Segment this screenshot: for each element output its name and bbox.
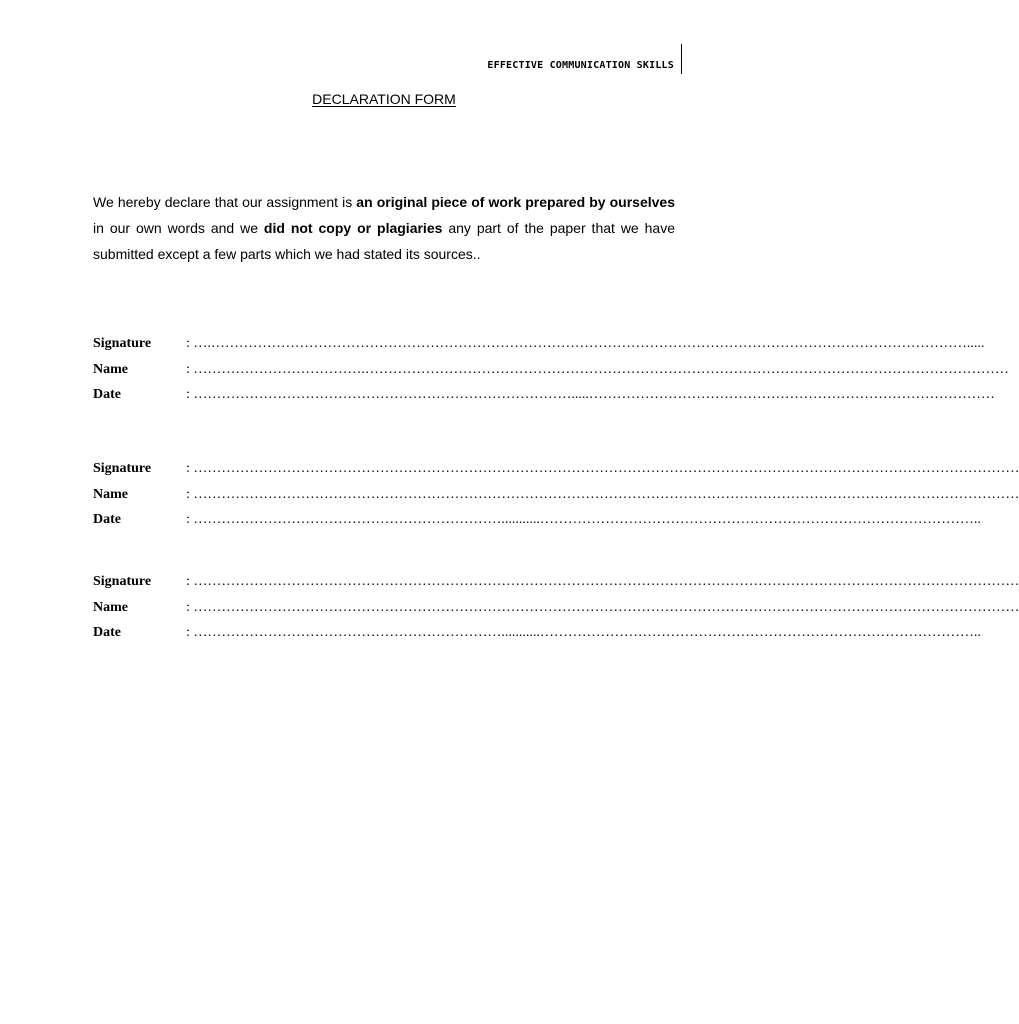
date-field[interactable]: : ……………………………………………………………………….....……………………………………………………………………………: [186, 387, 995, 402]
name-row: [93, 486, 1019, 513]
date-label: Date: [93, 625, 121, 640]
declaration-text-2: in our own words and we: [93, 220, 264, 236]
name-label: Name: [93, 599, 128, 615]
date-label: Date: [93, 387, 121, 402]
signature-field[interactable]: : ….……………………………………………………………………………………………………………………………………………….....: [186, 336, 985, 351]
name-field[interactable]: : ……………………………….…………………………………………………………………………………………………………………………: [186, 361, 1009, 377]
signature-row: [93, 461, 1019, 487]
date-row: [93, 512, 981, 538]
signature-row: [93, 336, 985, 362]
name-label: Name: [93, 486, 128, 502]
signature-label: Signature: [93, 461, 152, 476]
date-label: Date: [93, 512, 121, 527]
date-row: [93, 625, 981, 651]
name-row: [93, 599, 1019, 626]
name-row: [93, 361, 1009, 388]
declaration-paragraph: [93, 189, 675, 267]
signature-label: Signature: [93, 336, 152, 351]
page-title: DECLARATION FORM: [312, 91, 456, 107]
declaration-text-1: We hereby declare that our assignment is: [93, 194, 357, 210]
declaration-bold-2: did not copy or plagiaries: [263, 220, 443, 236]
signature-block-1: [93, 336, 1009, 413]
signature-block-3: [93, 574, 1019, 651]
signature-label: Signature: [93, 574, 152, 589]
signature-row: [93, 574, 1019, 600]
name-field[interactable]: : ……………………………………………………………………………………………………………………………………………………………: [186, 599, 1019, 615]
signature-field[interactable]: : ……………………………………………………………………………………………………………………………………………………………: [186, 574, 1019, 589]
declaration-text-3: any part of the paper that we have submitted except a few parts which we had stated its sources..: [93, 220, 675, 262]
signature-field[interactable]: : ……………………………………………………………………………………………………………………………………………………………: [186, 461, 1019, 476]
date-field[interactable]: : …………………………………………………………...........…………………………………………………………………………………..: [186, 512, 981, 527]
name-field[interactable]: : ……………………………………………………………………………………………………………………………………………………………: [186, 486, 1019, 502]
header-rule: [681, 44, 682, 74]
signature-block-2: [93, 461, 1019, 538]
date-row: [93, 387, 995, 413]
declaration-bold-1: an original piece of work prepared by ourselves: [356, 194, 675, 210]
date-field[interactable]: : …………………………………………………………...........…………………………………………………………………………………..: [186, 625, 981, 640]
running-header: EFFECTIVE COMMUNICATION SKILLS: [487, 60, 674, 71]
name-label: Name: [93, 361, 128, 377]
